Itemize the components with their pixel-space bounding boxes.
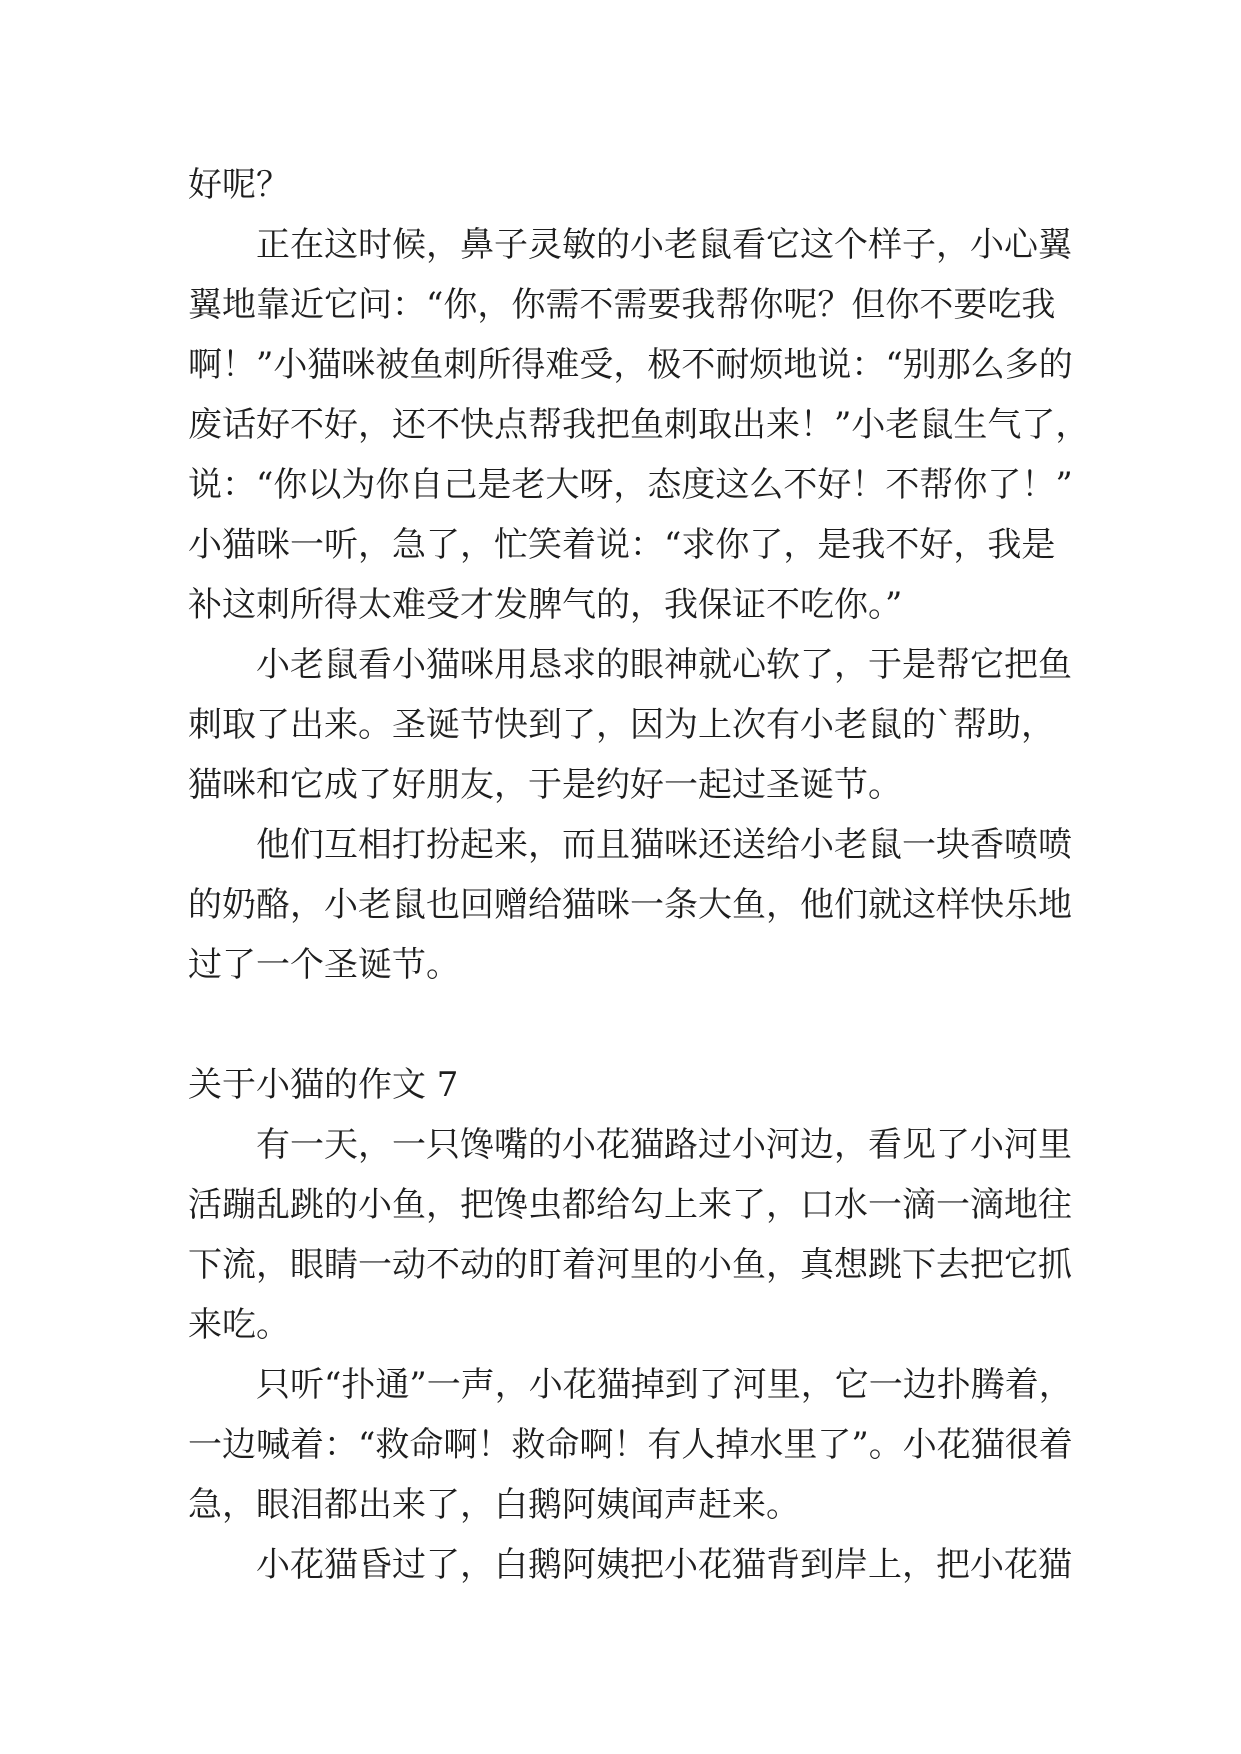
- text-line: 一边喊着：“救命啊！救命啊！有人掉水里了”。小花猫很着: [188, 1425, 1073, 1465]
- section-gap: [188, 995, 1068, 1055]
- text-line: 废话好不好，还不快点帮我把鱼刺取出来！”小老鼠生气了，: [188, 405, 1090, 445]
- text-line: 活蹦乱跳的小鱼，把馋虫都给勾上来了，口水一滴一滴地往: [188, 1185, 1072, 1225]
- text-line: 他们互相打扮起来，而且猫咪还送给小老鼠一块香喷喷: [256, 825, 1072, 865]
- paragraph-mouse-offers-help: [188, 215, 1090, 635]
- text-line: 有一天，一只馋嘴的小花猫路过小河边，看见了小河里: [256, 1125, 1072, 1165]
- paragraph-continued: [188, 155, 1068, 215]
- text-line: 小花猫昏过了，白鹅阿姨把小花猫背到岸上，把小花猫: [256, 1545, 1072, 1585]
- paragraph-rescue: [188, 1535, 1072, 1595]
- text-line: 补这刺所得太难受才发脾气的，我保证不吃你。”: [188, 585, 903, 625]
- text-line: 下流，眼睛一动不动的盯着河里的小鱼，真想跳下去把它抓: [188, 1245, 1072, 1285]
- paragraph-fishbone-removed: [188, 635, 1072, 815]
- text-line: 来吃。: [188, 1305, 290, 1345]
- document-body: [188, 155, 1090, 1595]
- paragraph-greedy-cat: [188, 1115, 1072, 1355]
- text-line: 好呢？: [188, 165, 290, 205]
- paragraph-christmas: [188, 815, 1072, 995]
- text-line: 只听“扑通”一声，小花猫掉到了河里，它一边扑腾着，: [256, 1365, 1073, 1405]
- text-line: 小老鼠看小猫咪用恳求的眼神就心软了，于是帮它把鱼: [256, 645, 1072, 685]
- text-line: 说：“你以为你自己是老大呀，态度这么不好！不帮你了！”: [188, 465, 1073, 505]
- text-line: 猫咪和它成了好朋友，于是约好一起过圣诞节。: [188, 765, 902, 805]
- text-line: 啊！”小猫咪被鱼刺所得难受，极不耐烦地说：“别那么多的: [188, 345, 1073, 385]
- text-line: 翼地靠近它问：“你，你需不需要我帮你呢？但你不要吃我: [188, 285, 1056, 325]
- section-heading: 关于小猫的作文 7: [188, 1065, 459, 1105]
- text-line: 的奶酪，小老鼠也回赠给猫咪一条大鱼，他们就这样快乐地: [188, 885, 1072, 925]
- text-line: 刺取了出来。圣诞节快到了，因为上次有小老鼠的`帮助，: [188, 705, 1055, 745]
- text-line: 急，眼泪都出来了，白鹅阿姨闻声赶来。: [188, 1485, 800, 1525]
- paragraph-falls-in-river: [188, 1355, 1073, 1535]
- section-heading-block: [188, 1055, 1068, 1115]
- text-line: 小猫咪一听，急了，忙笑着说：“求你了，是我不好，我是: [188, 525, 1056, 565]
- text-line: 正在这时候，鼻子灵敏的小老鼠看它这个样子，小心翼: [256, 225, 1072, 265]
- text-line: 过了一个圣诞节。: [188, 945, 460, 985]
